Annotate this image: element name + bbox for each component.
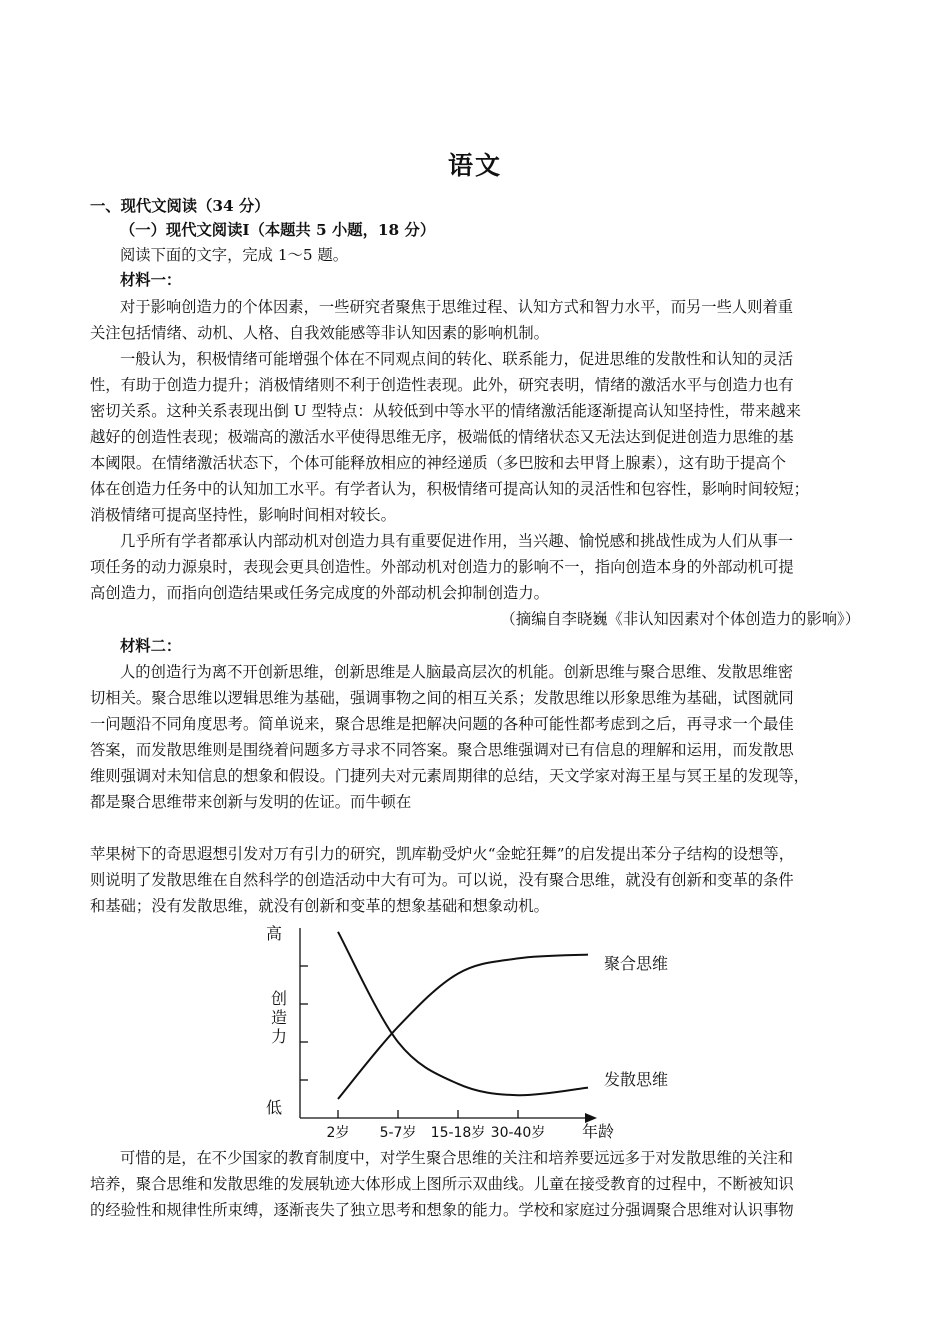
paragraph-line: 关注包括情绪、动机、人格、自我效能感等非认知因素的影响机制。 (90, 324, 549, 342)
paragraph-line: 体在创造力任务中的认知加工水平。有学者认为，积极情绪可提高认知的灵活性和包容性，影响时间较短； (90, 480, 809, 498)
paragraph-line: 培养，聚合思维和发散思维的发展轨迹大体形成上图所示双曲线。儿童在接受教育的过程中，不断被知识 (90, 1175, 794, 1193)
instruction-text: 阅读下面的文字，完成 1～5 题。 (120, 246, 349, 264)
paragraph-line: 维则强调对未知信息的想象和假设。门捷列夫对元素周期律的总结，天文学家对海王星与冥王星的发现等， (90, 767, 809, 785)
x-axis-label: 年龄 (581, 1122, 615, 1141)
x-tick-label: 30-40岁 (490, 1125, 546, 1141)
paragraph-line: 本阈限。在情绪激活状态下，个体可能释放相应的神经递质（多巴胺和去甲肾上腺素），这有助于提高个 (90, 454, 787, 472)
paragraph-line: 和基础；没有发散思维，就没有创新和变革的想象基础和想象动机。 (90, 897, 549, 915)
paragraph-line: 则说明了发散思维在自然科学的创造活动中大有可为。可以说，没有聚合思维，就没有创新和变革的条件 (90, 871, 794, 889)
material1-source: （摘编自李晓巍《非认知因素对个体创造力的影响》） (500, 610, 860, 628)
y-axis-label: 创造力 (270, 989, 288, 1046)
y-axis-high-label: 高 (265, 924, 283, 943)
paragraph-line: 答案，而发散思维则是围绕着问题多方寻求不同答案。聚合思维强调对已有信息的理解和运用，而发散思 (90, 741, 794, 759)
paragraph-line: 性，有助于创造力提升；消极情绪则不利于创造性表现。此外，研究表明，情绪的激活水平与创造力也有 (90, 376, 794, 394)
paragraph-line: 的经验性和规律性所束缚，逐渐丧失了独立思考和想象的能力。学校和家庭过分强调聚合思维对认识事物 (90, 1201, 794, 1219)
paragraph-line: 一问题沿不同角度思考。简单说来，聚合思维是把解决问题的各种可能性都考虑到之后，再寻求一个最佳 (90, 715, 794, 733)
x-tick-label: 15-18岁 (430, 1125, 486, 1141)
paragraph-line: 都是聚合思维带来创新与发明的佐证。而牛顿在 (90, 793, 412, 811)
paragraph-line: 几乎所有学者都承认内部动机对创造力具有重要促进作用，当兴趣、愉悦感和挑战性成为人们从事一 (120, 532, 794, 550)
x-tick-label: 2岁 (326, 1125, 350, 1141)
paragraph-line: 切相关。聚合思维以逻辑思维为基础，强调事物之间的相互关系；发散思维以形象思维为基础，试图就同 (90, 689, 794, 707)
creativity-age-chart (260, 920, 700, 1142)
paragraph-line: 可惜的是，在不少国家的教育制度中，对学生聚合思维的关注和培养要远远多于对发散思维的关注和 (120, 1149, 794, 1167)
page-title: 语文 (447, 151, 502, 180)
material2-label: 材料二： (120, 637, 182, 655)
section-heading: 一、现代文阅读（34 分） (90, 197, 270, 215)
paragraph-line: 一般认为，积极情绪可能增强个体在不同观点间的转化、联系能力，促进思维的发散性和认知的灵活 (120, 350, 794, 368)
paragraph-line: 苹果树下的奇思遐想引发对万有引力的研究，凯库勒受炉火“金蛇狂舞”的启发提出苯分子结构的设想等， (90, 845, 795, 863)
paragraph-line: 密切关系。这种关系表现出倒 U 型特点：从较低到中等水平的情绪激活能逐渐提高认知坚持性，带来越来 (90, 402, 801, 420)
subsection-heading: （一）现代文阅读Ⅰ（本题共 5 小题，18 分） (120, 221, 436, 239)
legend-divergent: 发散思维 (604, 1070, 669, 1089)
series-line-convergent (338, 955, 588, 1099)
legend-convergent: 聚合思维 (604, 954, 669, 973)
paragraph-line: 对于影响创造力的个体因素，一些研究者聚焦于思维过程、认知方式和智力水平，而另一些人则着重 (120, 298, 794, 316)
paragraph-line: 高创造力，而指向创造结果或任务完成度的外部动机会抑制创造力。 (90, 584, 549, 602)
paragraph-line: 项任务的动力源泉时，表现会更具创造性。外部动机对创造力的影响不一，指向创造本身的外部动机可提 (90, 558, 794, 576)
paragraph-line: 人的创造行为离不开创新思维，创新思维是人脑最高层次的机能。创新思维与聚合思维、发散思维密 (120, 663, 794, 681)
y-axis-low-label: 低 (265, 1098, 283, 1117)
paragraph-line: 越好的创造性表现；极端高的激活水平使得思维无序，极端低的情绪状态又无法达到促进创造力思维的基 (90, 428, 794, 446)
paragraph-line: 消极情绪可提高坚持性，影响时间相对较长。 (90, 506, 396, 524)
material1-label: 材料一： (120, 271, 182, 289)
x-tick-label: 5-7岁 (379, 1125, 417, 1141)
